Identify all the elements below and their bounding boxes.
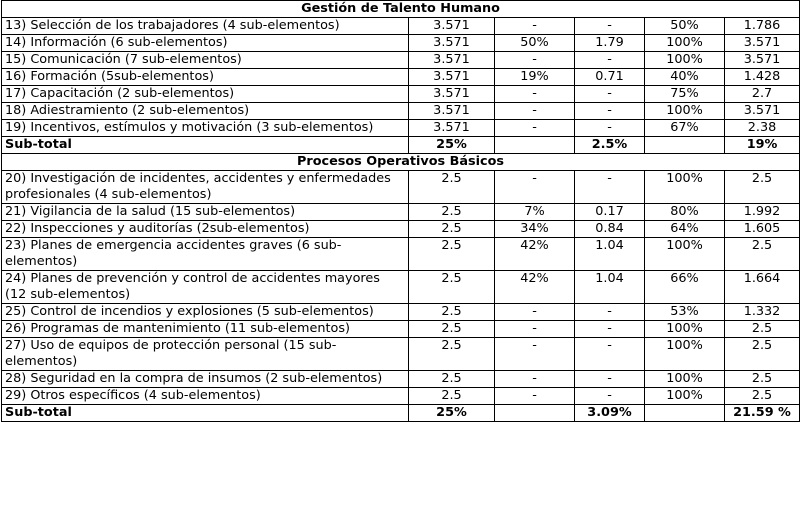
subtotal-cell xyxy=(495,137,575,154)
table-cell: 3.571 xyxy=(409,18,495,35)
table-cell: 2.5 xyxy=(725,371,800,388)
table-cell: 3.571 xyxy=(725,52,800,69)
table-cell: 100% xyxy=(645,35,725,52)
table-cell: 2.5 xyxy=(409,171,495,204)
table-cell: 2.5 xyxy=(725,321,800,338)
table-cell: 100% xyxy=(645,371,725,388)
table-cell: 100% xyxy=(645,103,725,120)
element-label: 26) Programas de mantenimiento (11 sub-elementos) xyxy=(2,321,409,338)
section-title: Gestión de Talento Humano xyxy=(2,1,800,18)
section-header-row xyxy=(2,154,800,171)
table-cell: - xyxy=(575,371,645,388)
subtotal-label: Sub-total xyxy=(2,137,409,154)
table-cell: 0.71 xyxy=(575,69,645,86)
table-cell: 2.5 xyxy=(725,388,800,405)
subtotal-row xyxy=(2,137,800,154)
element-label: 23) Planes de emergencia accidentes graves (6 sub-elementos) xyxy=(2,238,409,271)
element-label: 13) Selección de los trabajadores (4 sub-elementos) xyxy=(2,18,409,35)
table-cell: 100% xyxy=(645,338,725,371)
subtotal-cell: 19% xyxy=(725,137,800,154)
table-cell: 2.5 xyxy=(409,238,495,271)
table-cell: - xyxy=(495,304,575,321)
subtotal-cell: 2.5% xyxy=(575,137,645,154)
table-cell: 2.5 xyxy=(409,388,495,405)
table-cell: - xyxy=(575,321,645,338)
table-cell: - xyxy=(495,18,575,35)
table-row xyxy=(2,388,800,405)
table-cell: - xyxy=(575,103,645,120)
table-cell: 2.38 xyxy=(725,120,800,137)
table-cell: 3.571 xyxy=(409,103,495,120)
table-row xyxy=(2,103,800,120)
table-cell: 1.79 xyxy=(575,35,645,52)
table-cell: 3.571 xyxy=(725,35,800,52)
table-cell: - xyxy=(495,371,575,388)
table-row xyxy=(2,271,800,304)
table-cell: 3.571 xyxy=(409,52,495,69)
table-cell: 50% xyxy=(645,18,725,35)
table-cell: 1.786 xyxy=(725,18,800,35)
table-cell: 100% xyxy=(645,321,725,338)
element-label: 18) Adiestramiento (2 sub-elementos) xyxy=(2,103,409,120)
table-cell: 2.5 xyxy=(725,171,800,204)
element-label: 17) Capacitación (2 sub-elementos) xyxy=(2,86,409,103)
table-cell: - xyxy=(575,338,645,371)
evaluation-table xyxy=(1,0,800,422)
table-cell: 40% xyxy=(645,69,725,86)
table-cell: 64% xyxy=(645,221,725,238)
table-cell: - xyxy=(495,52,575,69)
table-cell: 67% xyxy=(645,120,725,137)
table-row xyxy=(2,52,800,69)
table-row xyxy=(2,321,800,338)
table-cell: 2.5 xyxy=(409,321,495,338)
table-cell: 75% xyxy=(645,86,725,103)
table-cell: - xyxy=(575,86,645,103)
table-row xyxy=(2,120,800,137)
subtotal-cell: 25% xyxy=(409,137,495,154)
table-row xyxy=(2,304,800,321)
table-cell: - xyxy=(495,338,575,371)
table-row xyxy=(2,171,800,204)
subtotal-cell: 25% xyxy=(409,405,495,422)
table-row xyxy=(2,35,800,52)
table-cell: - xyxy=(495,86,575,103)
section-title: Procesos Operativos Básicos xyxy=(2,154,800,171)
table-cell: 1.04 xyxy=(575,238,645,271)
table-cell: - xyxy=(575,304,645,321)
subtotal-label: Sub-total xyxy=(2,405,409,422)
subtotal-cell: 3.09% xyxy=(575,405,645,422)
table-body xyxy=(2,1,800,422)
subtotal-cell xyxy=(645,405,725,422)
table-cell: 66% xyxy=(645,271,725,304)
table-cell: 7% xyxy=(495,204,575,221)
table-cell: 1.605 xyxy=(725,221,800,238)
table-cell: 2.5 xyxy=(409,371,495,388)
element-label: 25) Control de incendios y explosiones (5 sub-elementos) xyxy=(2,304,409,321)
element-label: 15) Comunicación (7 sub-elementos) xyxy=(2,52,409,69)
table-cell: 2.5 xyxy=(409,338,495,371)
table-cell: 100% xyxy=(645,388,725,405)
table-cell: 50% xyxy=(495,35,575,52)
table-cell: 100% xyxy=(645,171,725,204)
table-cell: 100% xyxy=(645,238,725,271)
table-cell: 42% xyxy=(495,238,575,271)
table-cell: - xyxy=(575,171,645,204)
table-row xyxy=(2,18,800,35)
table-cell: 3.571 xyxy=(409,120,495,137)
table-cell: - xyxy=(575,120,645,137)
table-cell: - xyxy=(575,18,645,35)
table-cell: 100% xyxy=(645,52,725,69)
table-cell: 19% xyxy=(495,69,575,86)
subtotal-cell: 21.59 % xyxy=(725,405,800,422)
table-cell: 0.17 xyxy=(575,204,645,221)
element-label: 20) Investigación de incidentes, accidentes y enfermedades profesionales (4 sub-elementos) xyxy=(2,171,409,204)
subtotal-row xyxy=(2,405,800,422)
table-cell: 1.992 xyxy=(725,204,800,221)
table-cell: - xyxy=(495,103,575,120)
table-cell: 2.7 xyxy=(725,86,800,103)
table-row xyxy=(2,204,800,221)
table-cell: - xyxy=(575,52,645,69)
table-row xyxy=(2,338,800,371)
table-cell: 80% xyxy=(645,204,725,221)
element-label: 21) Vigilancia de la salud (15 sub-elementos) xyxy=(2,204,409,221)
element-label: 29) Otros específicos (4 sub-elementos) xyxy=(2,388,409,405)
table-cell: 1.428 xyxy=(725,69,800,86)
table-cell: - xyxy=(495,321,575,338)
subtotal-cell xyxy=(495,405,575,422)
table-cell: 3.571 xyxy=(409,86,495,103)
table-cell: - xyxy=(495,388,575,405)
table-cell: 2.5 xyxy=(725,238,800,271)
table-cell: 0.84 xyxy=(575,221,645,238)
table-cell: 2.5 xyxy=(409,204,495,221)
element-label: 16) Formación (5sub-elementos) xyxy=(2,69,409,86)
table-cell: 3.571 xyxy=(409,69,495,86)
table-cell: 1.04 xyxy=(575,271,645,304)
table-row xyxy=(2,371,800,388)
table-cell: - xyxy=(495,171,575,204)
element-label: 22) Inspecciones y auditorías (2sub-elementos) xyxy=(2,221,409,238)
table-cell: 2.5 xyxy=(409,221,495,238)
table-cell: 1.664 xyxy=(725,271,800,304)
table-cell: 2.5 xyxy=(409,304,495,321)
table-cell: 34% xyxy=(495,221,575,238)
element-label: 28) Seguridad en la compra de insumos (2 sub-elementos) xyxy=(2,371,409,388)
table-cell: 53% xyxy=(645,304,725,321)
element-label: 14) Información (6 sub-elementos) xyxy=(2,35,409,52)
table-row xyxy=(2,221,800,238)
table-cell: 2.5 xyxy=(725,338,800,371)
table-cell: - xyxy=(575,388,645,405)
subtotal-cell xyxy=(645,137,725,154)
section-header-row xyxy=(2,1,800,18)
element-label: 27) Uso de equipos de protección personal (15 sub-elementos) xyxy=(2,338,409,371)
table-cell: - xyxy=(495,120,575,137)
table-cell: 3.571 xyxy=(725,103,800,120)
table-cell: 3.571 xyxy=(409,35,495,52)
table-row xyxy=(2,86,800,103)
table-cell: 2.5 xyxy=(409,271,495,304)
table-cell: 42% xyxy=(495,271,575,304)
table-row xyxy=(2,69,800,86)
element-label: 19) Incentivos, estímulos y motivación (3 sub-elementos) xyxy=(2,120,409,137)
table-row xyxy=(2,238,800,271)
table-cell: 1.332 xyxy=(725,304,800,321)
element-label: 24) Planes de prevención y control de accidentes mayores (12 sub-elementos) xyxy=(2,271,409,304)
